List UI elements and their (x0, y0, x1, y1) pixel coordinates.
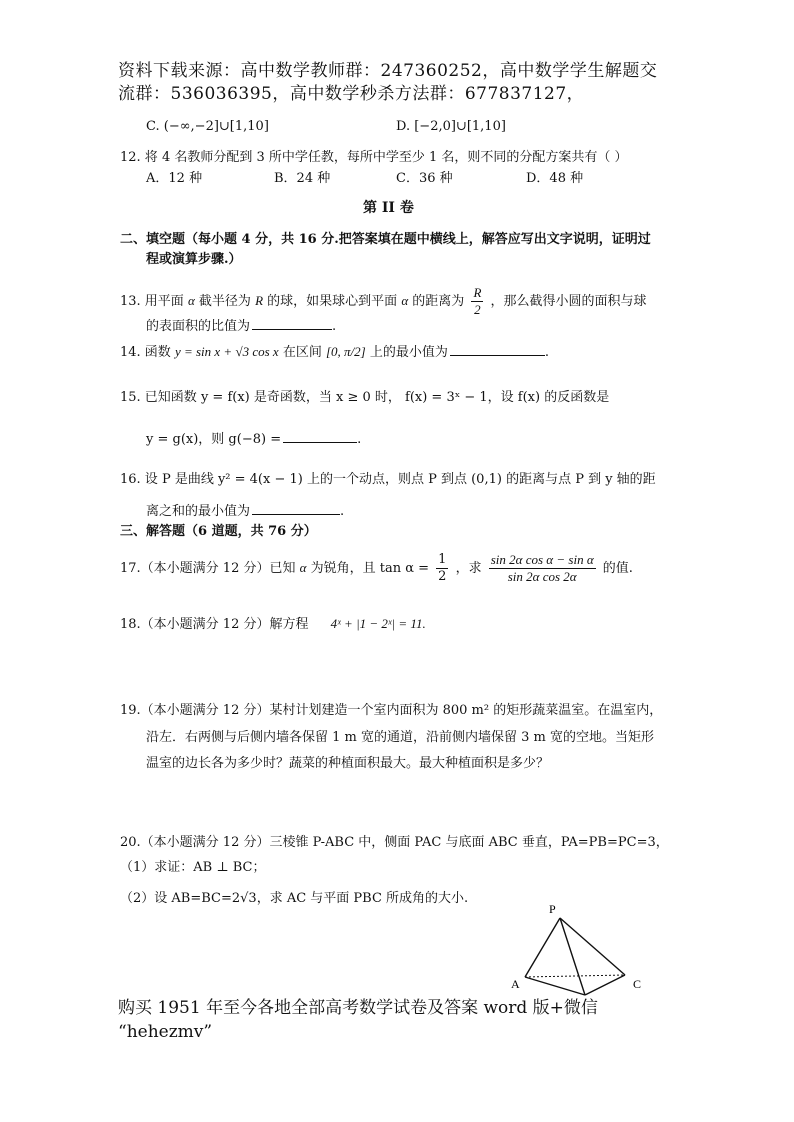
edge-ac-hidden (525, 975, 625, 977)
q17-alpha: α (299, 560, 307, 575)
q19-line-1: 19.（本小题满分 12 分）某村计划建造一个室内面积为 800 m² 的矩形蔬菜温室。在温室内， (120, 703, 663, 718)
q17-line (120, 552, 633, 585)
q18-equation: 4ˣ + |1 − 2ˣ| = 11. (330, 616, 426, 631)
q13-text: 截半径为 (198, 294, 251, 309)
q12-option-a: A．12 种 (146, 171, 203, 186)
label-a: A (511, 977, 520, 991)
q17-fraction-denominator: 2 (438, 569, 447, 584)
banner-line-1: 资料下载来源：高中数学教师群：247360252，高中数学学生解题交 (118, 61, 658, 81)
label-p: P (549, 902, 556, 916)
q17-expression-numerator: sin 2α cos α − sin α (490, 552, 594, 567)
q14-interval: [0, π/2] (326, 344, 366, 359)
q17-fraction-tan (436, 552, 448, 585)
edge-pa (525, 918, 560, 977)
q14-answer-blank[interactable] (450, 341, 545, 356)
q13-alpha: α (401, 293, 409, 308)
q11-option-d: D. [−2,0]∪[1,10] (396, 119, 506, 134)
q16-text: 离之和的最小值为 (146, 504, 251, 519)
q12-option-b: B．24 种 (274, 171, 331, 186)
footer-line-1: 购买 1951 年至今各地全部高考数学试卷及答案 word 版+微信 (118, 998, 598, 1018)
q13-alpha: α (187, 293, 195, 308)
q13-text: 的距离为 (412, 294, 465, 309)
q14-text: 14. 函数 (120, 345, 171, 360)
q15-line-1: 15. 已知函数 y = f(x) 是奇函数，当 x ≥ 0 时， f(x) = 3ˣ − 1，设 f(x) 的反函数是 (120, 390, 610, 405)
q16-line-2: 离之和的最小值为 . (146, 500, 344, 522)
q17-text: 17.（本小题满分 12 分）已知 (120, 561, 296, 576)
section-2-heading-line-2: 程或演算步骤.） (146, 252, 242, 267)
q13-answer-blank[interactable] (252, 315, 332, 330)
q13-fraction (471, 285, 483, 318)
label-c: C (633, 977, 642, 991)
edge-bc (585, 975, 625, 995)
q13-line-1 (120, 285, 647, 318)
edge-ab (525, 977, 585, 995)
q13-fraction-numerator: R (473, 285, 482, 300)
q15-line-2: y = g(x)，则 g(−8) = . (146, 428, 361, 450)
q13-text: ，那么截得小圆的面积与球 (490, 294, 647, 309)
q12-option-c: C．36 种 (396, 171, 453, 186)
q19-line-2: 沿左．右两侧与后侧内墙各保留 1 m 宽的通道，沿前侧内墙保留 3 m 宽的空地。当矩形 (146, 730, 654, 745)
q13-line-2: 的表面积的比值为 . (146, 315, 336, 337)
q18-text: 18.（本小题满分 12 分）解方程 (120, 617, 309, 632)
q12-stem: 12. 将 4 名教师分配到 3 所中学任教，每所中学至少 1 名，则不同的分配方案共有（ ） (120, 150, 628, 165)
q12-option-d: D．48 种 (526, 171, 584, 186)
section-2-heading-line-1: 二、填空题（每小题 4 分，共 16 分.把答案填在题中横线上，解答应写出文字说明，证明过 (120, 232, 651, 247)
q14-function: y = sin x + √3 cos x (174, 344, 279, 359)
q11-option-c: C. (−∞,−2]∪[1,10] (146, 119, 269, 134)
q15-text: y = g(x)，则 g(−8) = (146, 432, 282, 447)
q20-part-1: （1）求证：AB ⊥ BC； (120, 860, 266, 875)
q17-fraction-expression (489, 552, 596, 585)
footer-line-2: “hehezmv” (118, 1022, 213, 1042)
q17-expression-denominator: sin 2α cos 2α (507, 569, 577, 584)
part-2-title: 第 II 卷 (363, 200, 414, 216)
q15-answer-blank[interactable] (283, 428, 357, 443)
q14-text: 在区间 (282, 345, 322, 360)
section-3-heading: 三、解答题（6 道题，共 76 分） (120, 524, 317, 539)
q13-radius: R (255, 293, 264, 308)
q14-line: 14. 函数 y = sin x + √3 cos x 在区间 [0, π/2] 上的最小值为 . (120, 341, 549, 363)
q18-line (120, 614, 426, 635)
q20-line-1: 20.（本小题满分 12 分）三棱锥 P-ABC 中，侧面 PAC 与底面 ABC 垂直，PA=PB=PC=3， (120, 835, 669, 850)
q19-line-3: 温室的边长各为多少时？蔬菜的种植面积最大。最大种植面积是多少？ (146, 756, 550, 771)
q16-line-1: 16. 设 P 是曲线 y² = 4(x − 1) 上的一个动点，则点 P 到点 (0,1) 的距离与点 P 到 y 轴的距 (120, 472, 656, 487)
banner-line-2: 流群：536036395，高中数学秒杀方法群：677837127， (118, 84, 585, 104)
q17-text: 的值. (602, 561, 633, 576)
q13-text: 13. 用平面 (120, 294, 184, 309)
q13-fraction-denominator: 2 (474, 302, 481, 317)
q13-text: 的表面积的比值为 (146, 319, 251, 334)
q17-fraction-numerator: 1 (438, 552, 447, 567)
q16-answer-blank[interactable] (252, 500, 340, 515)
q17-text: 为锐角，且 tan α = (310, 561, 430, 576)
q17-text: ，求 (455, 561, 482, 576)
q14-text: 上的最小值为 (369, 345, 448, 360)
q20-part-2: （2）设 AB=BC=2√3，求 AC 与平面 PBC 所成角的大小. (120, 891, 469, 906)
q13-text: 的球，如果球心到平面 (267, 294, 398, 309)
pyramid-diagram (505, 900, 655, 1000)
